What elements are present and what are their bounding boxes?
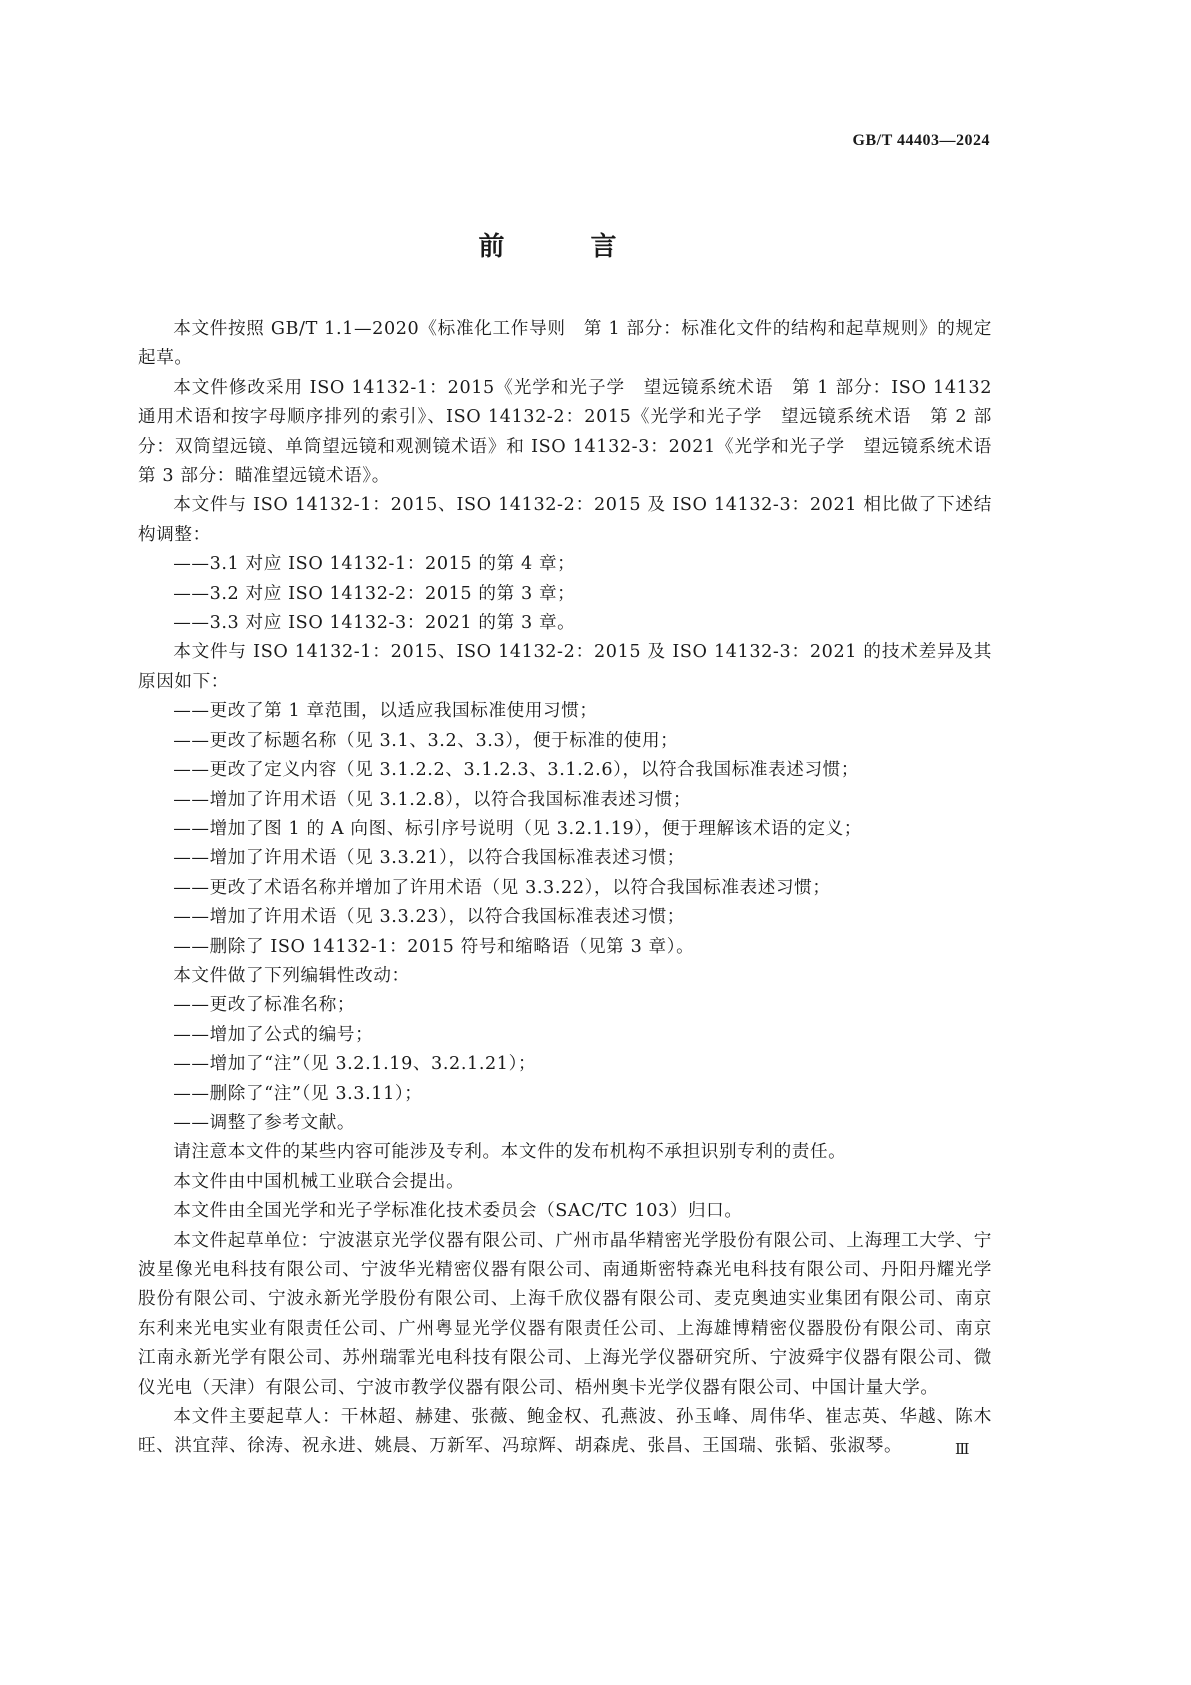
list-item: ——3.1 对应 ISO 14132-1：2015 的第 4 章； [173,554,576,575]
list-item: ——3.3 对应 ISO 14132-3：2021 的第 3 章。 [173,613,576,634]
page-title: 前 言 [478,232,647,262]
list-item: ——调整了参考文献。 [173,1112,356,1133]
paragraph: 本文件起草单位：宁波湛京光学仪器有限公司、广州市晶华精密光学股份有限公司、上海理工大学、宁波星像光电科技有限公司、宁波华光精密仪器有限公司、南通斯密特森光电科技有限公司、丹阳丹耀光学股份有限公司、宁波永新光学股份有限公司、上海千欣仪器有限公司、麦克奥迪实业集团有限公司、南京东利来光电实业有限责任公司、广州粤显光学仪器有限责任公司、上海雄博精密仪器股份有限公司、南京江南永新光学有限公司、苏州瑞霏光电科技有限公司、上海光学仪器研究所、宁波舜宇仪器有限公司、微仪光电（天津）有限公司、宁波市教学仪器有限公司、梧州奥卡光学仪器有限公司、中国计量大学。 [138,1230,992,1398]
list-item: ——增加了公式的编号； [173,1024,374,1045]
paragraph: 本文件由中国机械工业联合会提出。 [173,1171,465,1192]
list-item: ——更改了标准名称； [173,995,356,1016]
list-item: ——更改了第 1 章范围，以适应我国标准使用习惯； [173,701,598,722]
paragraph: 本文件修改采用 ISO 14132-1：2015《光学和光子学 望远镜系统术语 第 1 部分：ISO 14132 通用术语和按字母顺序排列的索引》、ISO 14132-2：2015《光学和光子学 望远镜系统术语 第 2 部分：双筒望远镜、单筒望远镜和观测镜术语》和 ISO 14132-3：2021《光学和光子学 望远镜系统术语 第 3 部分：瞄准望远镜术语》。 [138,377,1011,487]
list-item: ——增加了图 1 的 A 向图、标引序号说明（见 3.2.1.19），便于理解该术语的定义； [173,818,863,839]
list-item: ——增加了“注”（见 3.2.1.19、3.2.1.21）； [173,1054,537,1075]
paragraph: 本文件与 ISO 14132-1：2015、ISO 14132-2：2015 及 ISO 14132-3：2021 相比做了下述结构调整： [138,495,992,545]
list-item: ——删除了“注”（见 3.3.11）； [173,1083,423,1104]
paragraph: 本文件做了下列编辑性改动： [173,965,410,986]
paragraph: 本文件主要起草人：干林超、赫建、张薇、鲍金权、孔燕波、孙玉峰、周伟华、崔志英、华越、陈木旺、洪宜萍、徐涛、祝永进、姚晨、万新军、冯琼辉、胡森虎、张昌、王国瑞、张韬、张淑琴。 [138,1407,992,1457]
list-item: ——更改了标题名称（见 3.1、3.2、3.3），便于标准的使用； [173,730,679,751]
foreword-body [138,315,1011,1462]
list-item: ——增加了许用术语（见 3.3.21），以符合我国标准表述习惯； [173,848,685,869]
page-number: Ⅲ [955,1440,970,1458]
paragraph: 本文件与 ISO 14132-1：2015、ISO 14132-2：2015 及 ISO 14132-3：2021 的技术差异及其原因如下： [138,642,992,692]
standard-number-header: GB/T 44403—2024 [852,132,990,149]
list-item: ——更改了定义内容（见 3.1.2.2、3.1.2.3、3.1.2.6），以符合我国标准表述习惯； [173,760,860,781]
paragraph: 本文件由全国光学和光子学标准化技术委员会（SAC/TC 103）归口。 [173,1201,743,1222]
paragraph: 本文件按照 GB/T 1.1—2020《标准化工作导则 第 1 部分：标准化文件的结构和起草规则》的规定起草。 [138,319,992,369]
list-item: ——3.2 对应 ISO 14132-2：2015 的第 3 章； [173,583,576,604]
list-item: ——删除了 ISO 14132-1：2015 符号和缩略语（见第 3 章）。 [173,936,695,957]
list-item: ——更改了术语名称并增加了许用术语（见 3.3.22），以符合我国标准表述习惯； [173,877,831,898]
paragraph: 请注意本文件的某些内容可能涉及专利。本文件的发布机构不承担识别专利的责任。 [173,1142,847,1163]
list-item: ——增加了许用术语（见 3.3.23），以符合我国标准表述习惯； [173,907,685,928]
list-item: ——增加了许用术语（见 3.1.2.8），以符合我国标准表述习惯； [173,789,692,810]
